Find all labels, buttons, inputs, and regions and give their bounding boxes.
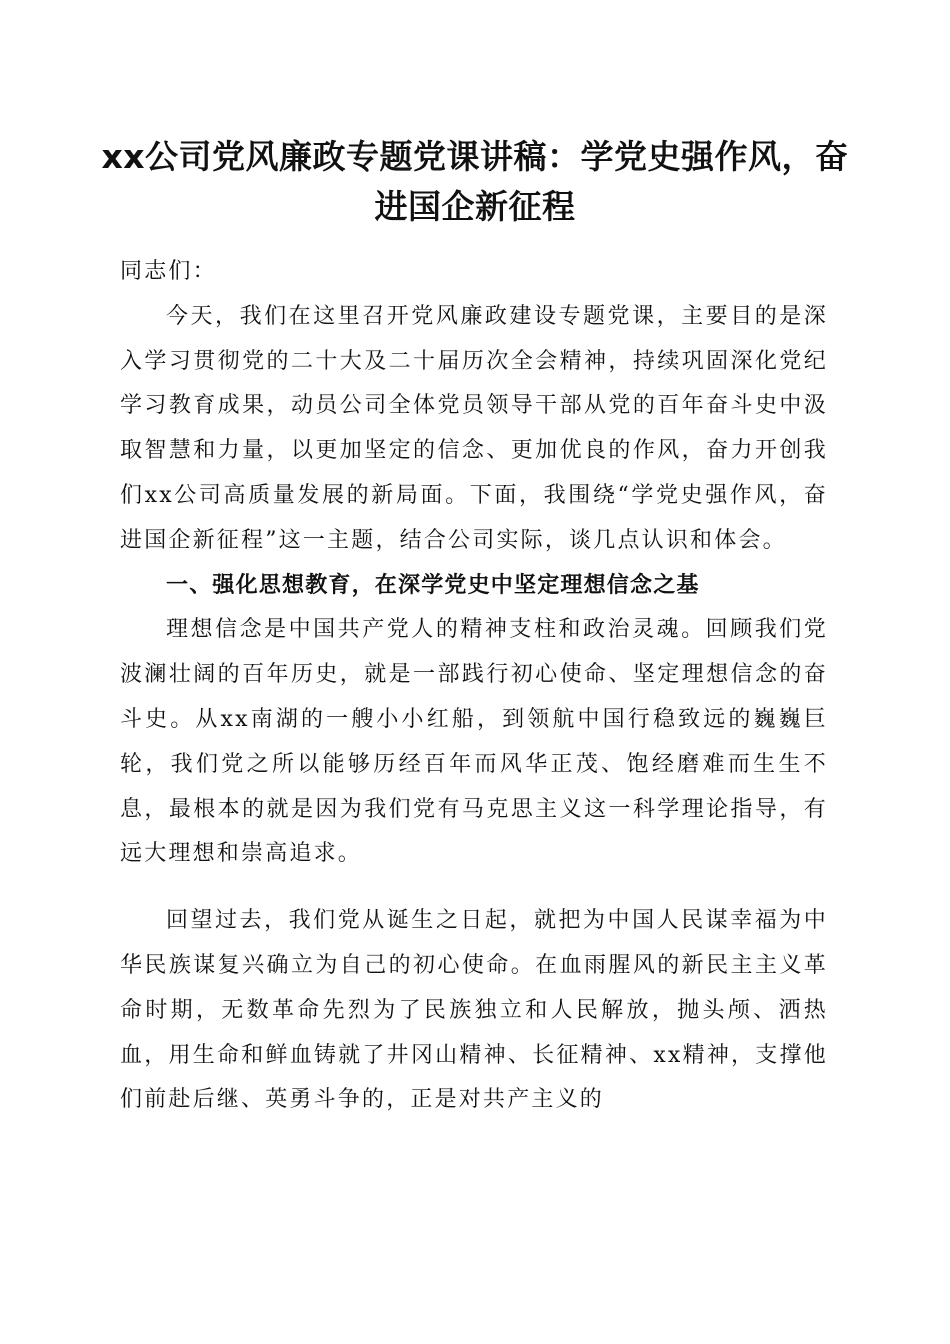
section-paragraph-1: 理想信念是中国共产党人的精神支柱和政治灵魂。回顾我们党波澜壮阔的百年历史，就是一部践行初心使命、坚定理想信念的奋斗史。从xx南湖的一艘小小红船，到领航中国行稳致远的巍巍巨轮，我们党之所以能够历经百年而风华正茂、饱经磨难而生生不息，最根本的就是因为我们党有马克思主义这一科学理论指导，有远大理想和崇高追求。 xyxy=(120,617,828,867)
section-heading: 一、强化思想教育，在深学党史中坚定理想信念之基 xyxy=(166,572,700,598)
document-body xyxy=(120,250,828,1123)
document-title: xx公司党风廉政专题党课讲稿：学党史强作风，奋进国企新征程 xyxy=(101,137,849,226)
salutation: 同志们： xyxy=(120,259,217,284)
intro-paragraph: 今天，我们在这里召开党风廉政建设专题党课，主要目的是深入学习贯彻党的二十大及二十届历次全会精神，持续巩固深化党纪学习教育成果，动员公司全体党员领导干部从党的百年奋斗史中汲取智慧和力量，以更加坚定的信念、更加优良的作风，奋力开创我们xx公司高质量发展的新局面。下面，我围绕“学党史强作风，奋进国企新征程”这一主题，结合公司实际，谈几点认识和体会。 xyxy=(120,303,828,553)
section-paragraph-2: 回望过去，我们党从诞生之日起，就把为中国人民谋幸福为中华民族谋复兴确立为自己的初心使命。在血雨腥风的新民主主义革命时期，无数革命先烈为了民族独立和人民解放，抛头颅、洒热血，用生命和鲜血铸就了井冈山精神、长征精神、xx精神，支撑他们前赴后继、英勇斗争的，正是对共产主义的 xyxy=(120,908,828,1113)
